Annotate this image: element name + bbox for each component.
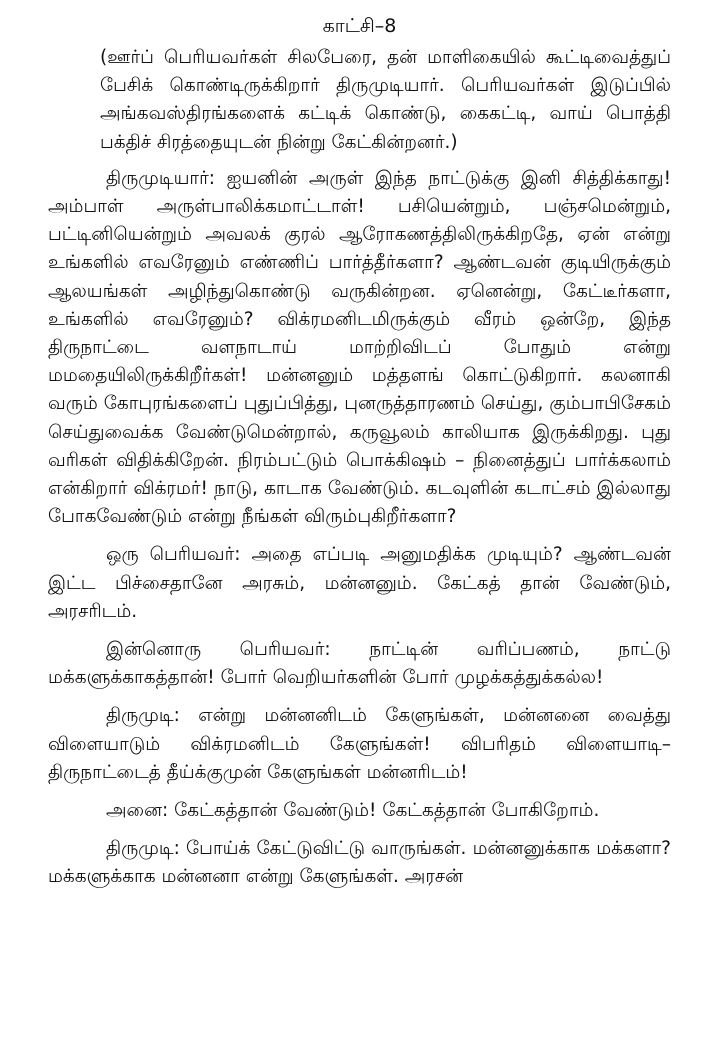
speaker-name: திருமுடி: — [106, 838, 180, 860]
speaker-name: திருமுடியார்: — [106, 167, 215, 189]
dialogue-text: கேட்கத்தான் வேண்டும்! கேட்கத்தான் போகிறோம். — [174, 800, 600, 822]
dialogue-text: ஐயனின் அருள் இந்த நாட்டுக்கு இனி சித்திக்காது! அம்பாள் அருள்பாலிக்கமாட்டாள்! பசியென்றும், பஞ்சமென்றும், பட்டினியென்றும் அவலக் குரல் ஆரோகணத்திலிருக்கிறதே, ஏன் என்று உங்களில் எவரேனும் எண்ணிப் பார்த்தீர்களா? ஆண்டவன் குடியிருக்கும் ஆலயங்கள் அழிந்துகொண்டு வருகின்றன. ஏனென்று, கேட்டீர்களா, உங்களில் எவரேனும்? விக்ரமனிடமிருக்கும் வீரம் ஒன்றே, இந்த திருநாட்டை வளநாடாய் மாற்றிவிடப் போதும் என்று மமதையிலிருக்கிறீர்கள்! மன்னனும் மத்தளங் கொட்டுகிறார். கலனாகி வரும் கோபுரங்களைப் புதுப்பித்து, புனருத்தாரணம் செய்து, கும்பாபிசேகம் செய்துவைக்க வேண்டுமென்றால், கருவூலம் காலியாக இருக்கிறது. புது வரிகள் விதிக்கிறேன். நிரம்பட்டும் பொக்கிஷம் – நினைத்துப் பார்க்கலாம் என்கிறார் விக்ரமர்! நாடு, காடாக வேண்டும். கடவுளின் கடாட்சம் இல்லாது போகவேண்டும் என்று நீங்கள் விரும்புகிறீர்களா? — [48, 167, 671, 528]
dialogue-paragraph-5 — [48, 797, 671, 825]
scene-title: காட்சி–8 — [322, 15, 397, 37]
speaker-name: அனை: — [106, 800, 169, 822]
dialogue-text: என்று மன்னனிடம் கேளுங்கள், மன்னனை வைத்து விளையாடும் விக்ரமனிடம் கேளுங்கள்! விபரிதம் விளையாடி–திருநாட்டைத் தீய்க்குமுன் கேளுங்கள் மன்னரிடம்! — [48, 705, 671, 783]
dialogue-text: அதை எப்படி அனுமதிக்க முடியும்? ஆண்டவன் இட்ட பிச்சைதானே அரசும், மன்னனும். கேட்கத் தான் வேண்டும், அரசரிடம். — [48, 544, 671, 622]
dialogue-paragraph-2 — [48, 541, 671, 626]
stage-direction: (ஊர்ப் பெரியவர்கள் சிலபேரை, தன் மாளிகையில் கூட்டிவைத்துப் பேசிக் கொண்டிருக்கிறார் திருமுடியார். பெரியவர்கள் இடுப்பில் அங்கவஸ்திரங்களைக் கட்டிக் கொண்டு, கைகட்டி, வாய் பொத்தி பக்திச் சிரத்தையுடன் நின்று கேட்கின்றனர்.) — [100, 47, 671, 153]
speaker-name: ஒரு பெரியவர்: — [106, 544, 241, 566]
dialogue-paragraph-1 — [48, 165, 671, 532]
speaker-name: இன்னொரு பெரியவர்: — [106, 639, 331, 661]
dialogue-text: நாட்டின் வரிப்பணம், நாட்டு மக்களுக்காகத்தான்! போர் வெறியர்களின் போர் முழக்கத்துக்கல்ல! — [48, 639, 671, 689]
speaker-name: திருமுடி: — [106, 705, 180, 727]
dialogue-paragraph-4 — [48, 702, 671, 787]
dialogue-paragraph-6 — [48, 835, 671, 891]
dialogue-text: போய்க் கேட்டுவிட்டு வாருங்கள். மன்னனுக்காக மக்களா? மக்களுக்காக மன்னனா என்று கேளுங்கள். அரசன் — [48, 838, 671, 888]
dialogue-paragraph-3 — [48, 636, 671, 692]
